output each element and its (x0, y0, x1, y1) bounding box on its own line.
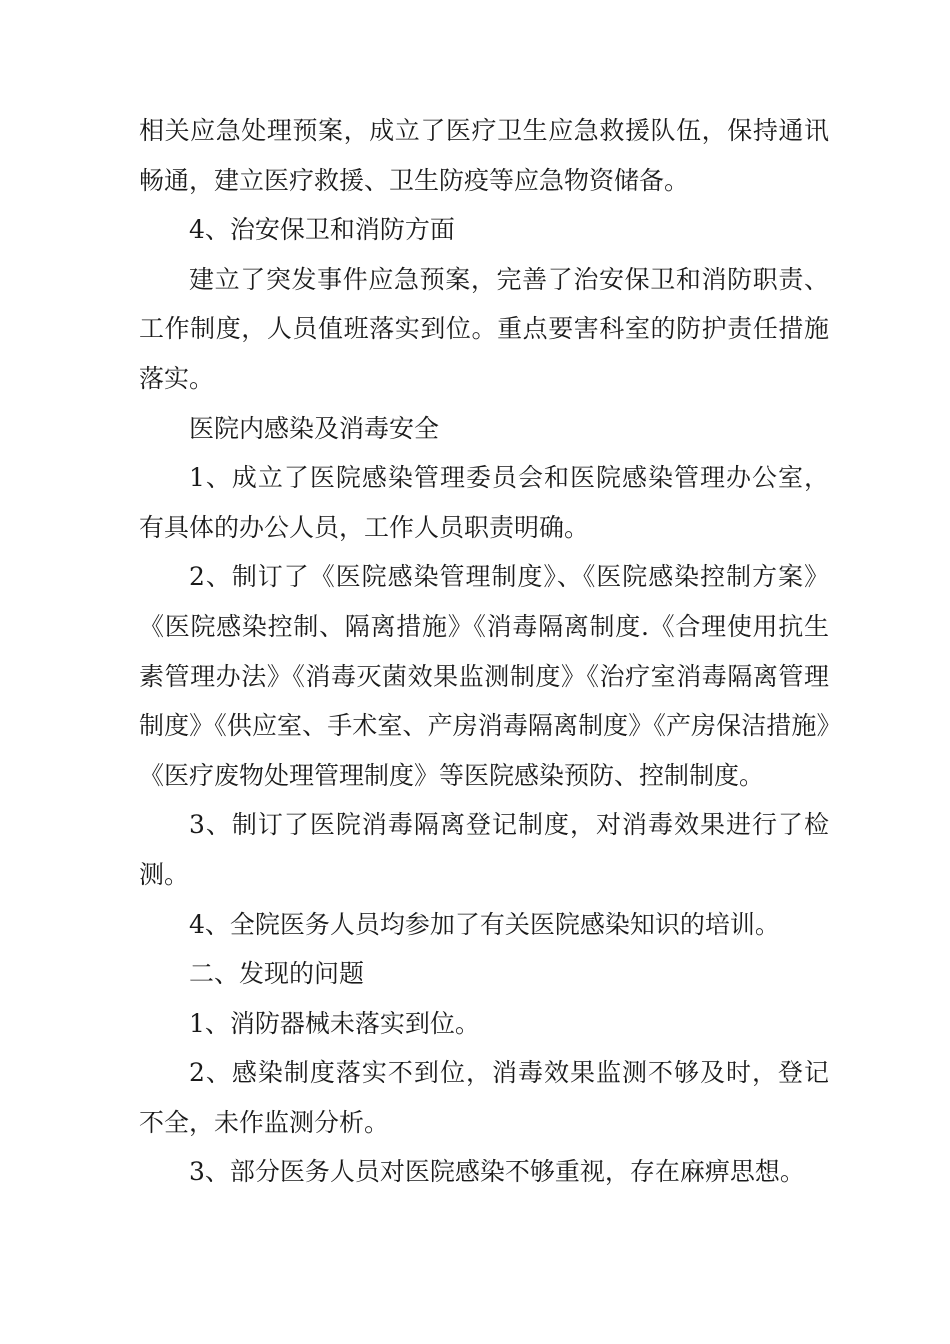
heading-problems-found: 二、发现的问题 (189, 959, 365, 989)
paragraph-staff-training: 4、全院医务人员均参加了有关医院感染知识的培训。 (189, 909, 780, 939)
heading-infection-disinfection: 医院内感染及消毒安全 (189, 413, 440, 443)
problem-item-infection-system: 2、感染制度落实不到位，消毒效果监测不够及时，登记不全，未作监测分析。 (139, 1058, 829, 1137)
paragraph-infection-committee: 1、成立了医院感染管理委员会和医院感染管理办公室，有具体的办公人员，工作人员职责明确。 (139, 463, 829, 542)
heading-security-fire: 4、治安保卫和消防方面 (189, 215, 455, 245)
problem-item-staff-awareness: 3、部分医务人员对医院感染不够重视，存在麻痹思想。 (189, 1157, 805, 1187)
paragraph-infection-regulations: 2、制订了《医院感染管理制度》、《医院感染控制方案》《医院感染控制、隔离措施》《消毒隔离制度.《合理使用抗生素管理办法》《消毒灭菌效果监测制度》《治疗室消毒隔离管理制度》《供应室、手术室、产房消毒隔离制度》《产房保洁措施》《医疗废物处理管理制度》等医院感染预防、控制制度。 (139, 562, 829, 790)
paragraph-security-fire-measures: 建立了突发事件应急预案，完善了治安保卫和消防职责、工作制度，人员值班落实到位。重点要害科室的防护责任措施落实。 (139, 264, 829, 393)
problem-item-fire-equipment: 1、消防器械未落实到位。 (189, 1008, 480, 1038)
body-text (139, 106, 829, 1197)
paragraph-disinfection-registration: 3、制订了医院消毒隔离登记制度，对消毒效果进行了检测。 (139, 810, 829, 889)
paragraph-emergency-plan-continued: 相关应急处理预案，成立了医疗卫生应急救援队伍，保持通讯畅通，建立医疗救援、卫生防疫等应急物资储备。 (139, 116, 829, 195)
